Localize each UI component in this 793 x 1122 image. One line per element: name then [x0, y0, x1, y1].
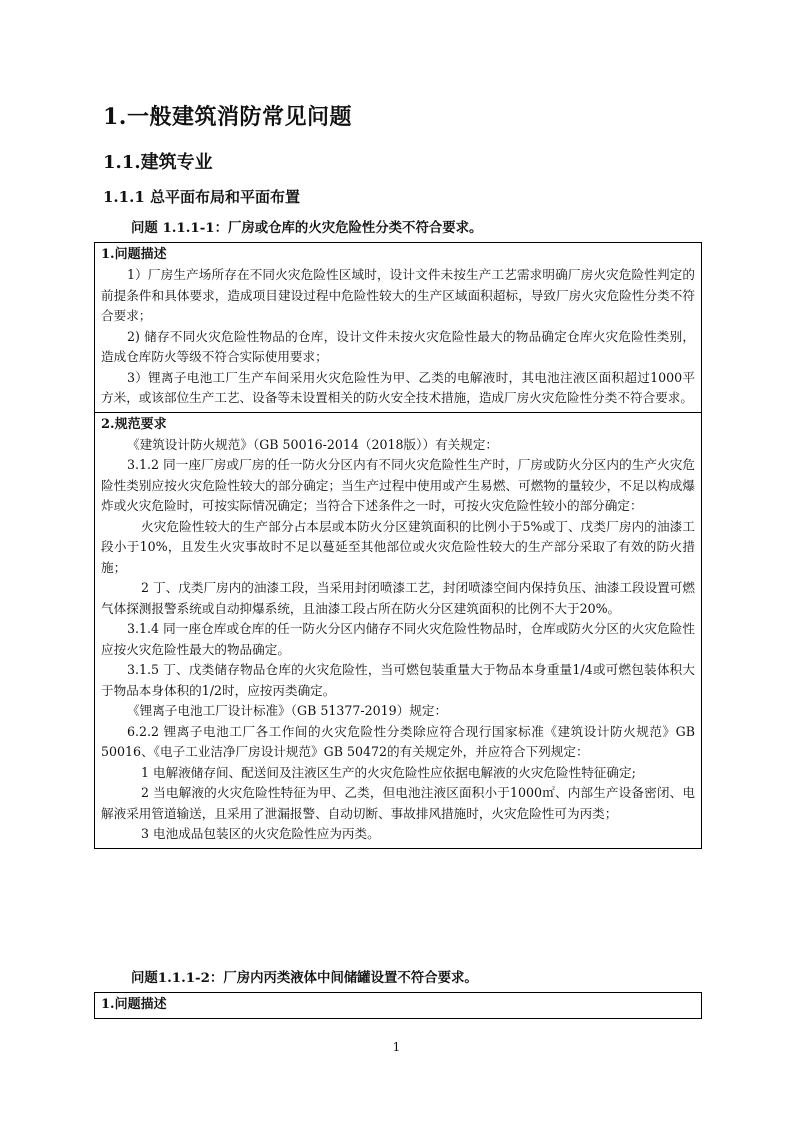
section-title: 1.问题描述: [101, 997, 167, 1012]
subsection-heading: 1.1.1 总平面布局和平面布置: [103, 188, 300, 206]
paragraph: 《锂离子电池工厂设计标准》（GB 51377-2019）规定：: [127, 703, 448, 718]
paragraph: 火灾危险性较大的生产部分占本层或本防火分区建筑面积的比例小于5%或丁、戊类厂房内的油漆工段小于10%，且发生火灾事故时不足以蔓延至其他部位或火灾危险性较大的生产部分采取了有效的防火措施；: [101, 518, 695, 575]
paragraph: 6.2.2 锂离子电池工厂各工作间的火灾危险性分类除应符合现行国家标准《建筑设计防火规范》GB 50016、《电子工业洁净厂房设计规范》GB 50472的有关规定外，并应符合下列规定：: [101, 723, 695, 759]
chapter-heading: 1.一般建筑消防常见问题: [103, 104, 352, 130]
paragraph: 3）锂离子电池工厂生产车间采用火灾危险性为甲、乙类的电解液时，其电池注液区面积超过1000平方米，或该部位生产工艺、设备等未设置相关的防火安全技术措施，造成厂房火灾危险性分类不符合要求。: [101, 369, 695, 405]
section-title: 2.规范要求: [101, 416, 167, 432]
question-title-2: 问题1.1.1-2：厂房内丙类液体中间储罐设置不符合要求。: [131, 970, 478, 986]
page-number: 1: [392, 1040, 401, 1054]
section-title: 1.问题描述: [101, 247, 167, 262]
section-heading: 1.1.建筑专业: [103, 152, 213, 173]
question-title-1: 问题 1.1.1-1：厂房或仓库的火灾危险性分类不符合要求。: [131, 220, 483, 236]
paragraph: 3.1.4 同一座仓库或仓库的任一防火分区内储存不同火灾危险性物品时，仓库或防火分区的火灾危险性应按火灾危险性最大的物品确定。: [101, 621, 695, 657]
question-table-2: [94, 992, 702, 1019]
paragraph: 1 电解液储存间、配送间及注液区生产的火灾危险性应依据电解液的火灾危险性特征确定;: [141, 764, 636, 780]
paragraph: 3.1.2 同一座厂房或厂房的任一防火分区内有不同火灾危险性生产时，厂房或防火分区内的生产火灾危险性类别应按火灾危险性较大的部分确定；当生产过程中使用或产生易燃、可燃物的量较少，不足以构成爆炸或火灾危险时，可按实际情况确定；当符合下述条件之一时，可按火灾危险性较小的部分确定：: [101, 457, 695, 513]
paragraph: 2) 储存不同火灾危险性物品的仓库，设计文件未按火灾危险性最大的物品确定仓库火灾危险性类别，造成仓库防火等级不符合实际使用要求；: [101, 328, 695, 364]
problem-description-section: [95, 243, 701, 413]
question-table-1: [94, 242, 702, 849]
problem-description-section: [95, 993, 701, 1018]
paragraph: 2 丁、戊类厂房内的油漆工段，当采用封闭喷漆工艺，封闭喷漆空间内保持负压、油漆工段设置可燃气体探测报警系统或自动抑爆系统，且油漆工段占所在防火分区建筑面积的比例不大于20%。: [101, 580, 695, 616]
paragraph: 1）厂房生产场所存在不同火灾危险性区域时，设计文件未按生产工艺需求明确厂房火灾危险性判定的前提条件和具体要求，造成项目建设过程中危险性较大的生产区域面积超标，导致厂房火灾危险性分类不符合要求；: [101, 267, 695, 323]
paragraph: 《建筑设计防火规范》（GB 50016-2014（2018版））有关规定：: [127, 436, 499, 452]
paragraph: 3.1.5 丁、戊类储存物品仓库的火灾危险性，当可燃包装重量大于物品本身重量1/4或可燃包装体积大于物品本身体积的1/2时，应按丙类确定。: [101, 662, 695, 698]
paragraph: 2 当电解液的火灾危险性特征为甲、乙类，但电池注液区面积小于1000㎡、内部生产设备密闭、电解液采用管道输送，且采用了泄漏报警、自动切断、事故排风措施时，火灾危险性可为丙类；: [101, 785, 695, 821]
code-requirements-section: [95, 413, 701, 848]
paragraph: 3 电池成品包装区的火灾危险性应为丙类。: [141, 826, 380, 841]
